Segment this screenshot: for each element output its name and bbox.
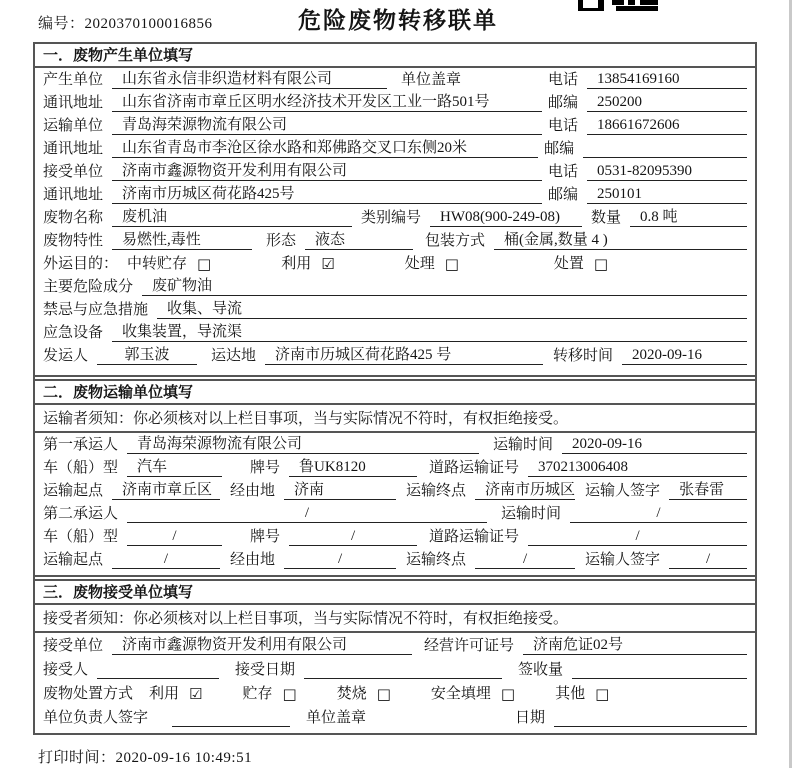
transporter-address-row bbox=[35, 137, 755, 160]
waste-property-value: 易燃性,毒性 bbox=[112, 228, 252, 250]
qr-code-fragment-icon bbox=[578, 0, 662, 11]
carrier-signature-value: 张春雷 bbox=[669, 478, 747, 500]
carrier-signature-label: 运输人签字 bbox=[585, 552, 661, 568]
form-state-label: 形态 bbox=[266, 233, 297, 249]
accept-person-label: 接受人 bbox=[43, 662, 89, 678]
transporter-address-value: 山东省青岛市李沧区徐水路和郑佛路交叉口东侧20米 bbox=[112, 136, 538, 158]
plate-number-value: 鲁UK8120 bbox=[289, 455, 417, 477]
print-time bbox=[38, 746, 252, 767]
terminus-label: 运输终点 bbox=[406, 552, 467, 568]
license-number-value: 济南危证02号 bbox=[523, 633, 747, 655]
packaging-value: 桶(金属,数量 4 ) bbox=[494, 228, 747, 250]
checkbox-unchecked-icon: □ bbox=[500, 685, 516, 703]
transport-time-label: 运输时间 bbox=[501, 506, 562, 522]
document-header bbox=[0, 0, 796, 42]
serial-value: 2020370100016856 bbox=[84, 16, 213, 32]
transporter-unit-left bbox=[43, 113, 548, 135]
received-amount-label: 签收量 bbox=[518, 662, 564, 678]
road-permit-label: 道路运输证号 bbox=[429, 460, 520, 476]
checkbox-checked-icon: ☑ bbox=[189, 685, 203, 703]
second-road-permit-value: / bbox=[528, 528, 747, 546]
transporter-unit-label: 运输单位 bbox=[43, 118, 104, 134]
terminus-label: 运输终点 bbox=[406, 483, 467, 499]
receiver-address-left bbox=[43, 182, 548, 204]
waste-name-label: 废物名称 bbox=[43, 210, 104, 226]
receiver-notice: 接受者须知：你必须核对以上栏目事项，当与实际情况不符时，有权拒绝接受。 bbox=[35, 605, 755, 633]
first-carrier-label: 第一承运人 bbox=[43, 437, 119, 453]
carrier-signature-label: 运输人签字 bbox=[585, 483, 661, 499]
destination-value: 济南市历城区荷花路425 号 bbox=[265, 343, 543, 365]
producer-address-value: 山东省济南市章丘区明水经济技术开发区工业一路501号 bbox=[112, 90, 542, 112]
emergency-equipment-row bbox=[35, 321, 755, 344]
category-code-label: 类别编号 bbox=[361, 210, 422, 226]
shipper-label: 发运人 bbox=[43, 348, 89, 364]
accept-person-row bbox=[35, 657, 755, 681]
emergency-equipment-value: 收集装置，导流渠 bbox=[112, 320, 747, 342]
vehicle-type-row bbox=[35, 456, 755, 479]
option-label: 中转贮存 bbox=[127, 256, 188, 272]
category-code-value: HW08(900-249-08) bbox=[430, 209, 582, 227]
unit-stamp-label: 单位盖章 bbox=[401, 72, 462, 88]
date-label: 日期 bbox=[515, 710, 546, 726]
road-permit-value: 370213006408 bbox=[528, 459, 747, 477]
purpose-option-storage bbox=[127, 252, 211, 273]
serial-label: 编号： bbox=[38, 16, 85, 32]
transfer-time-value: 2020-09-16 bbox=[622, 347, 747, 365]
first-carrier-row bbox=[35, 433, 755, 456]
address-label: 通讯地址 bbox=[43, 95, 104, 111]
via-value: 济南 bbox=[284, 478, 396, 500]
second-route-row bbox=[35, 548, 755, 571]
vehicle-type-label: 车（船）型 bbox=[43, 460, 119, 476]
print-time-label: 打印时间： bbox=[38, 750, 116, 766]
checkbox-unchecked-icon: □ bbox=[444, 255, 459, 273]
form-table bbox=[33, 42, 757, 735]
plate-number-label: 牌号 bbox=[250, 529, 281, 545]
transporter-unit-row bbox=[35, 114, 755, 137]
second-transport-time-value: / bbox=[570, 505, 747, 523]
hazard-component-label: 主要危险成分 bbox=[43, 279, 134, 295]
address-label: 通讯地址 bbox=[43, 141, 104, 157]
checkbox-unchecked-icon: □ bbox=[593, 255, 609, 273]
waste-property-row bbox=[35, 229, 755, 252]
disposal-method-row bbox=[35, 681, 755, 705]
via-label: 经由地 bbox=[230, 552, 276, 568]
producer-address-row bbox=[35, 91, 755, 114]
second-vehicle-type-value: / bbox=[127, 528, 222, 546]
disposal-option-utilize bbox=[149, 682, 202, 703]
checkbox-unchecked-icon: □ bbox=[595, 685, 610, 703]
accept-unit-row bbox=[35, 633, 755, 657]
emergency-measures-label: 禁忌与应急措施 bbox=[43, 302, 149, 318]
receiver-unit-left bbox=[43, 159, 548, 181]
transfer-time-label: 转移时间 bbox=[553, 348, 614, 364]
quantity-value: 0.8 吨 bbox=[630, 205, 747, 227]
unit-stamp-label: 单位盖章 bbox=[306, 710, 367, 726]
responsible-signature-row bbox=[35, 705, 755, 729]
license-number-label: 经营许可证号 bbox=[424, 638, 515, 654]
checkbox-checked-icon: ☑ bbox=[321, 255, 335, 273]
accept-unit-value: 济南市鑫源物资开发利用有限公司 bbox=[112, 633, 412, 655]
disposal-option-storage bbox=[242, 682, 296, 703]
responsible-signature-value bbox=[172, 710, 290, 727]
checkbox-unchecked-icon: □ bbox=[376, 685, 391, 703]
terminus-value: 济南市历城区 bbox=[475, 478, 575, 500]
purpose-option-utilize bbox=[281, 252, 334, 273]
second-carrier-signature-value: / bbox=[669, 551, 747, 569]
disposal-option-incinerate bbox=[337, 682, 391, 703]
phone-label: 电话 bbox=[548, 72, 579, 88]
origin-label: 运输起点 bbox=[43, 552, 104, 568]
accept-date-label: 接受日期 bbox=[235, 662, 296, 678]
option-label: 其他 bbox=[555, 686, 586, 702]
transporter-notice: 运输者须知：你必须核对以上栏目事项，当与实际情况不符时，有权拒绝接受。 bbox=[35, 405, 755, 433]
receiver-address-row bbox=[35, 183, 755, 206]
waste-name-value: 废机油 bbox=[112, 205, 352, 227]
checkbox-unchecked-icon: □ bbox=[197, 255, 212, 273]
accept-person-value bbox=[97, 662, 219, 679]
phone-label: 电话 bbox=[548, 118, 579, 134]
section1-header: 一．废物产生单位填写 bbox=[35, 44, 755, 68]
receiver-unit-value: 济南市鑫源物资开发利用有限公司 bbox=[112, 159, 542, 181]
section-transporter bbox=[35, 379, 755, 577]
packaging-label: 包装方式 bbox=[425, 233, 486, 249]
transporter-address-left bbox=[43, 136, 544, 158]
shipper-row bbox=[35, 344, 755, 367]
receiver-phone-value: 0531-82095390 bbox=[587, 163, 747, 181]
page-title: 危险废物转移联单 bbox=[298, 8, 498, 34]
first-carrier-value: 青岛海荣源物流有限公司 bbox=[127, 432, 479, 454]
waste-name-row bbox=[35, 206, 755, 229]
option-label: 处置 bbox=[553, 256, 584, 272]
vehicle-type-value: 汽车 bbox=[127, 455, 222, 477]
receiver-unit-label: 接受单位 bbox=[43, 164, 104, 180]
accept-date-value bbox=[304, 662, 502, 679]
emergency-equipment-label: 应急设备 bbox=[43, 325, 104, 341]
producer-address-left bbox=[43, 90, 548, 112]
producer-phone-value: 13854169160 bbox=[587, 71, 747, 89]
producer-unit-left bbox=[43, 67, 548, 89]
route-row bbox=[35, 479, 755, 502]
road-permit-label: 道路运输证号 bbox=[429, 529, 520, 545]
via-label: 经由地 bbox=[230, 483, 276, 499]
received-amount-value bbox=[572, 662, 747, 679]
date-value bbox=[554, 710, 747, 727]
zip-label: 邮编 bbox=[548, 187, 579, 203]
second-via-value: / bbox=[284, 551, 396, 569]
option-label: 处理 bbox=[404, 256, 435, 272]
producer-unit-label: 产生单位 bbox=[43, 72, 104, 88]
second-carrier-value: / bbox=[127, 505, 487, 523]
transport-time-value: 2020-09-16 bbox=[562, 436, 747, 454]
option-label: 安全填埋 bbox=[430, 686, 491, 702]
transporter-unit-value: 青岛海荣源物流有限公司 bbox=[112, 113, 542, 135]
transfer-purpose-row bbox=[35, 252, 755, 275]
producer-zip-value: 250200 bbox=[587, 94, 747, 112]
origin-value: 济南市章丘区 bbox=[112, 478, 220, 500]
phone-label: 电话 bbox=[548, 164, 579, 180]
second-terminus-value: / bbox=[475, 551, 575, 569]
destination-label: 运达地 bbox=[211, 348, 257, 364]
producer-unit-value: 山东省永信非织造材料有限公司 bbox=[112, 67, 387, 89]
emergency-measures-value: 收集、导流 bbox=[157, 297, 747, 319]
second-vehicle-type-row bbox=[35, 525, 755, 548]
print-time-value: 2020-09-16 10:49:51 bbox=[115, 750, 253, 766]
address-label: 通讯地址 bbox=[43, 187, 104, 203]
responsible-signature-label: 单位负责人签字 bbox=[43, 710, 149, 726]
producer-unit-row bbox=[35, 68, 755, 91]
zip-label: 邮编 bbox=[544, 141, 575, 157]
page-right-edge bbox=[789, 0, 792, 768]
receiver-zip-value: 250101 bbox=[587, 186, 747, 204]
disposal-option-landfill bbox=[431, 682, 515, 703]
disposal-option-other bbox=[555, 682, 609, 703]
purpose-option-dispose bbox=[554, 252, 608, 273]
option-label: 利用 bbox=[149, 686, 180, 702]
second-plate-number-value: / bbox=[289, 528, 417, 546]
origin-label: 运输起点 bbox=[43, 483, 104, 499]
receiver-unit-row bbox=[35, 160, 755, 183]
accept-unit-label: 接受单位 bbox=[43, 638, 104, 654]
second-carrier-label: 第二承运人 bbox=[43, 506, 119, 522]
transfer-purpose-label: 外运目的： bbox=[43, 256, 119, 272]
plate-number-label: 牌号 bbox=[250, 460, 281, 476]
receiver-address-value: 济南市历城区荷花路425号 bbox=[112, 182, 542, 204]
checkbox-unchecked-icon: □ bbox=[282, 685, 297, 703]
option-label: 焚烧 bbox=[336, 686, 367, 702]
section3-header: 三．废物接受单位填写 bbox=[35, 581, 755, 605]
section-receiver bbox=[35, 579, 755, 733]
disposal-method-label: 废物处置方式 bbox=[43, 686, 134, 702]
waste-property-label: 废物特性 bbox=[43, 233, 104, 249]
transport-time-label: 运输时间 bbox=[493, 437, 554, 453]
second-carrier-row bbox=[35, 502, 755, 525]
section2-header: 二．废物运输单位填写 bbox=[35, 381, 755, 405]
option-label: 贮存 bbox=[242, 686, 273, 702]
section-producer bbox=[35, 44, 755, 377]
hazard-component-value: 废矿物油 bbox=[142, 274, 747, 296]
option-label: 利用 bbox=[281, 256, 312, 272]
transporter-phone-value: 18661672606 bbox=[587, 117, 747, 135]
hazard-component-row bbox=[35, 275, 755, 298]
quantity-label: 数量 bbox=[591, 210, 622, 226]
emergency-measures-row bbox=[35, 298, 755, 321]
vehicle-type-label: 车（船）型 bbox=[43, 529, 119, 545]
transporter-zip-value bbox=[583, 141, 747, 158]
purpose-option-treat bbox=[405, 252, 459, 273]
shipper-value: 郭玉波 bbox=[97, 343, 197, 365]
zip-label: 邮编 bbox=[548, 95, 579, 111]
second-origin-value: / bbox=[112, 551, 220, 569]
form-state-value: 液态 bbox=[305, 228, 413, 250]
